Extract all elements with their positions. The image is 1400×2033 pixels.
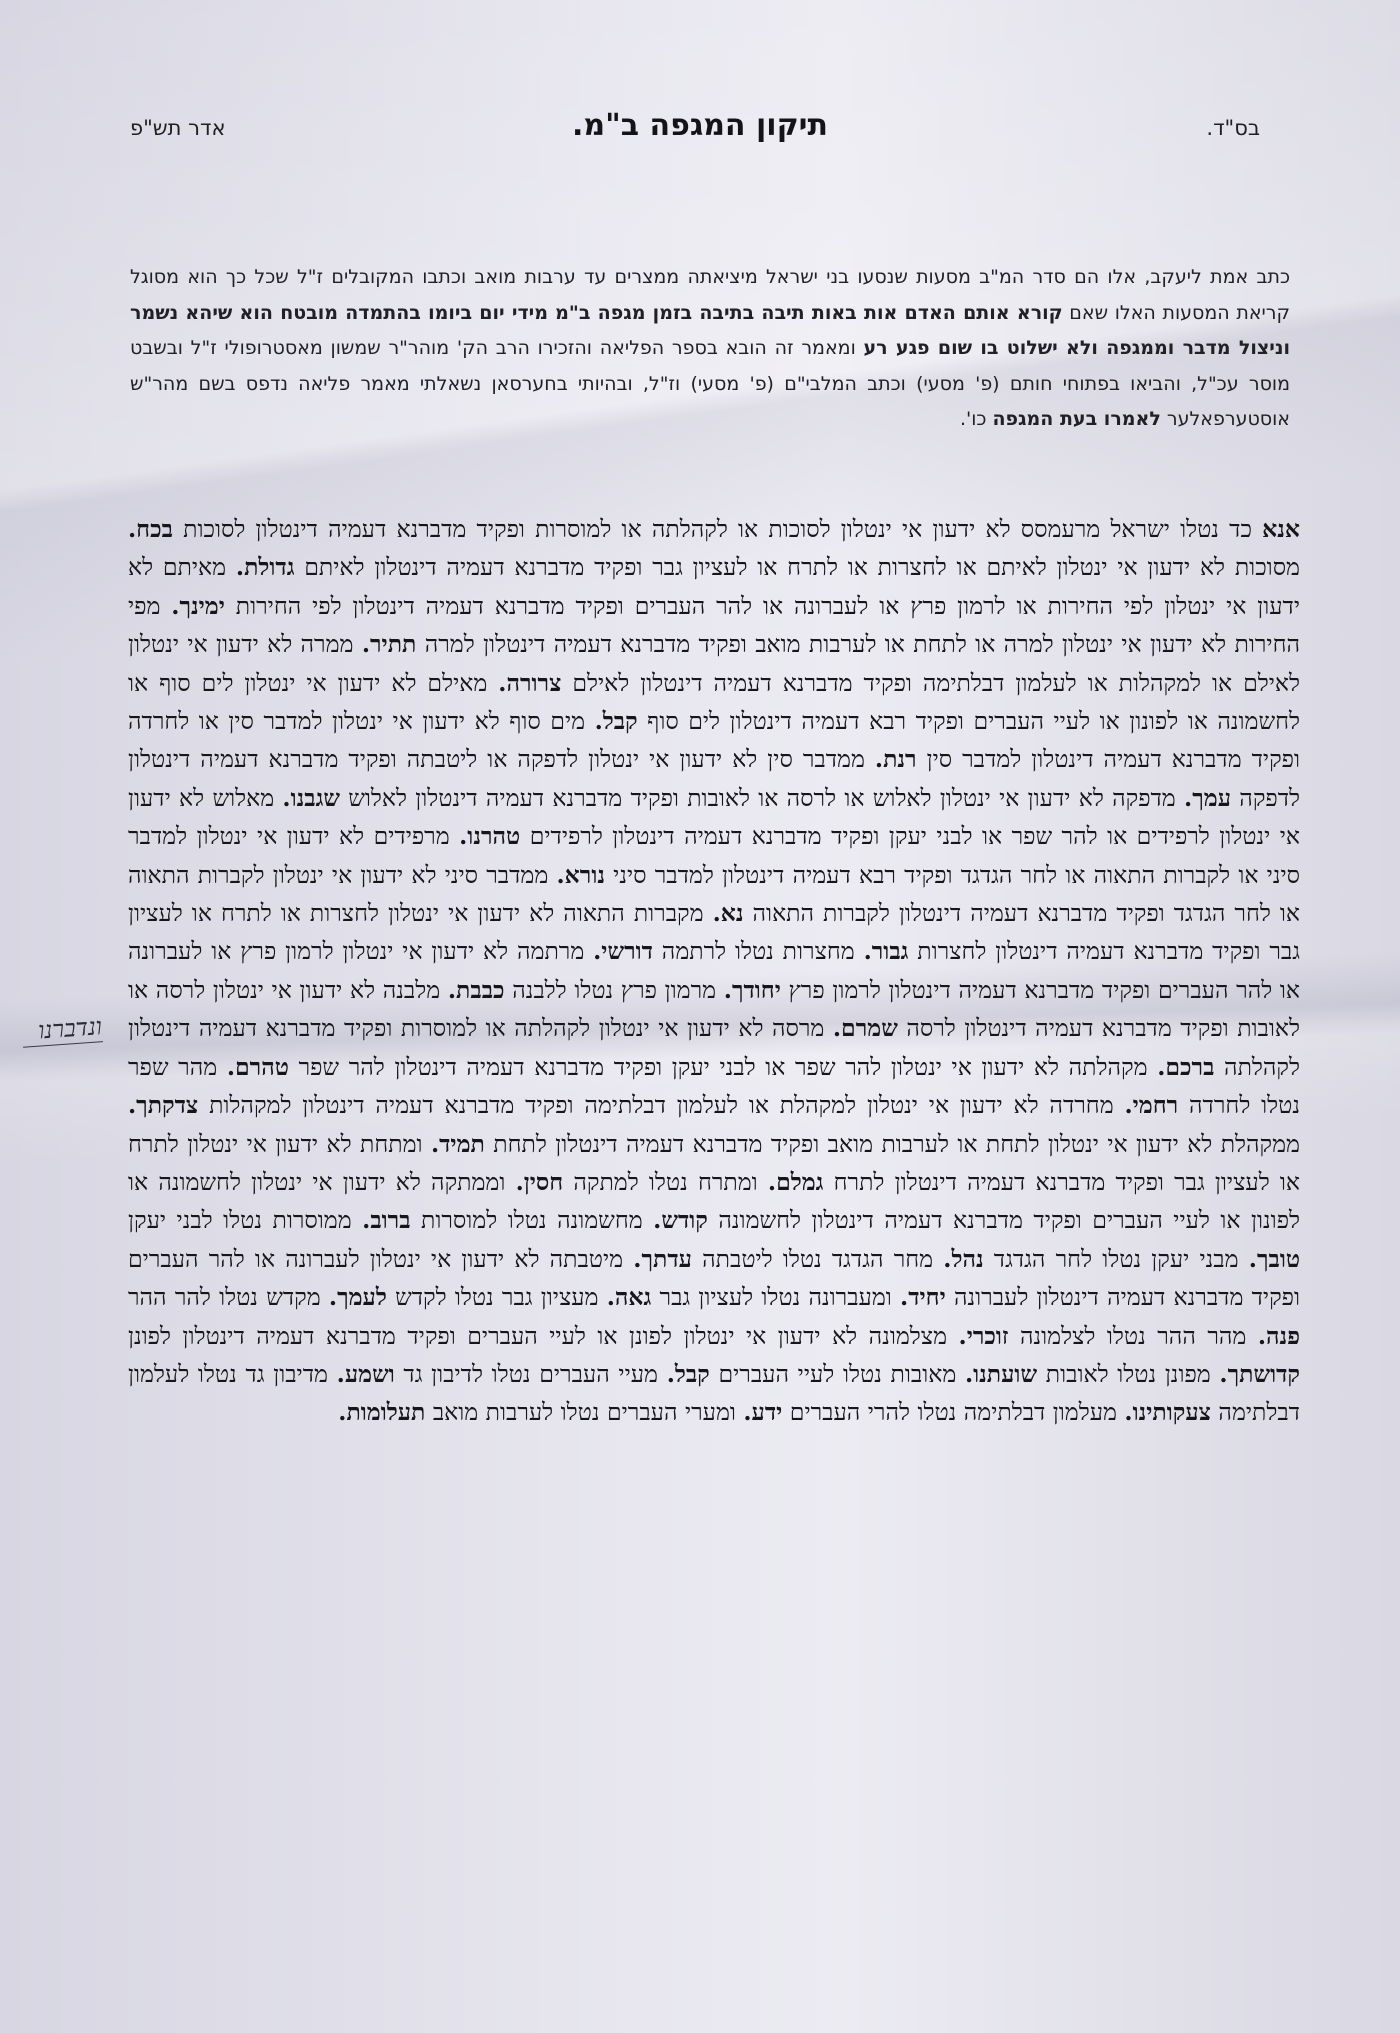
journey-text: מדפקה לא ידעון אי ינטלון לאלוש או לרסה או לאובות ופקיד מדברנא דעמיה דינטלון לאלוש: [339, 783, 1185, 812]
bsd-mark: בס"ד.: [1206, 116, 1260, 140]
journey-text: ממדבר סיני לא ידעון אי ינטלון לקברות התאוה או לחר הגדגד ופקיד מדברנא דעמיה דינטלון לקברות התאוה: [128, 860, 1300, 928]
prayer-word: ידע.: [743, 1398, 783, 1427]
prayer-word: שועתנו.: [964, 1359, 1038, 1388]
prayer-word: טהרנו.: [459, 822, 521, 851]
journey-text: כד נטלו ישראל מרעמסס לא ידעון אי ינטלון לסוכות או לקהלתה או למוסרות ופקיד מדברנא דעמיה דינטלון לסוכות: [172, 515, 1263, 543]
prayer-word: קודש.: [653, 1206, 708, 1235]
journey-text: מעיי העברים נטלו לדיבון גד: [394, 1359, 667, 1388]
journey-text: מחרדה לא ידעון אי ינטלון למקהלת או לעלמון דבלתימה ופקיד מדברנא דעמיה דינטלון למקהלות: [198, 1091, 1125, 1120]
journey-text: מחשמונה נטלו למוסרות: [410, 1206, 654, 1235]
prayer-word: גדולת.: [235, 553, 295, 582]
prayer-word: תתיר.: [361, 630, 417, 659]
journey-text: מהר שפר נטלו לחרדה: [128, 1052, 1300, 1120]
prayer-word: בכח.: [128, 515, 173, 543]
prayer-word: צעקותינו.: [1124, 1398, 1211, 1427]
prayer-word: רחמי.: [1124, 1091, 1179, 1120]
journey-text: וממתקה לא ידעון אי ינטלון לחשמונה או לפונון או לעיי העברים ופקיד מדברנא דעמיה דינטלון לחשמונה: [128, 1167, 1300, 1235]
intro-paragraph: [130, 260, 1290, 438]
prayer-word: זוכרי.: [958, 1321, 1009, 1350]
journey-text: מאלוש לא ידעון אי ינטלון לרפידים או להר שפר או לבני יעקן ופקיד מדברנא דעמיה דינטלון לרפידים: [128, 783, 1300, 851]
journey-text: מסוכות לא ידעון אי ינטלון לאיתם או לחצרות או לתרח או לעציון גבר ופקיד מדברנא דעמיה דינטלון לאיתם: [294, 553, 1300, 582]
journey-text: מאיתם לא ידעון אי ינטלון לפי החירות או לרמון פרץ או לעברונה או להר העברים ופקיד מדברנא דעמיה דינטלון לפי החירות: [128, 553, 1300, 620]
prayer-word: טובך.: [1248, 1244, 1301, 1273]
journey-text: מצלמונה לא ידעון אי ינטלון לפונן או לעיי העברים ופקיד מדברנא דעמיה דינטלון לפונן: [128, 1321, 959, 1350]
prayer-word: גאה.: [606, 1283, 652, 1312]
journey-text: מעלמון דבלתימה נטלו להרי העברים: [782, 1398, 1125, 1427]
prayer-word: שגבנו.: [282, 783, 340, 812]
journey-text: מלבנה לא ידעון אי ינטלון לרסה או לאובות ופקיד מדברנא דעמיה דינטלון לרסה: [128, 975, 1300, 1043]
intro-bold-2: לאמרו בעת המגפה: [992, 408, 1161, 430]
journey-text: מפי החירות לא ידעון אי ינטלון למרה או לתחת או לערבות מואב ופקיד מדברנא דעמיה דינטלון למרה: [128, 591, 1300, 659]
document-title: תיקון המגפה ב"מ.: [572, 108, 828, 143]
prayer-word: נהל.: [943, 1244, 984, 1273]
prayer-word: יחיד.: [900, 1283, 946, 1312]
prayer-word: ברוב.: [362, 1206, 411, 1235]
prayer-word: כבבת.: [447, 975, 505, 1004]
prayer-word: לעמך.: [328, 1283, 387, 1312]
intro-text-3: כו'.: [959, 408, 993, 430]
journey-text: ומתרח נטלו למתקה: [563, 1167, 768, 1196]
journey-text: ומעברונה נטלו לעציון גבר: [651, 1283, 901, 1312]
journey-text: מקהלתה לא ידעון אי ינטלון להר שפר או לבני יעקן ופקיד מדברנא דעמיה דינטלון להר שפר: [288, 1052, 1158, 1081]
journey-text: ממוסרות נטלו לבני יעקן: [128, 1206, 363, 1235]
journey-text: מחצרות נטלו לרתמה: [652, 937, 864, 966]
journey-text: מרפידים לא ידעון אי ינטלון למדבר סיני או לקברות התאוה או לחר הגדגד ופקיד רבא דעמיה דינטלון למדבר סיני: [128, 822, 1300, 889]
journey-text: ממרה לא ידעון אי ינטלון לאילם או למקהלות או לעלמון דבלתימה ופקיד מדברנא דעמיה דינטלון לאילם: [128, 630, 1301, 697]
journey-text: מחר הגדגד נטלו ליטבתה: [691, 1244, 944, 1273]
intro-text-2: ומאמר זה הובא בספר הפליאה והזכירו הרב הק' מוהר"ר שמשון מאסטרופולי ז"ל ובשבט מוסר עכ"ל, והביאו בפתוחי חותם (פ' מסעי) וכתב המלבי"ם (פ' מסעי) וז"ל, ובהיותי בחערסאן נשאלתי מאמר פליאה נדפס בשם מהר"ש אוסטערפאלער: [130, 337, 1290, 430]
prayer-word: נא.: [712, 899, 744, 928]
handwritten-margin-note: ונדברנו: [21, 1012, 103, 1048]
prayer-word: ושמע.: [336, 1359, 395, 1388]
prayer-word: שמרם.: [832, 1014, 898, 1043]
prayer-word: רנת.: [874, 745, 917, 774]
prayer-word: ימינך.: [171, 591, 225, 620]
prayer-word: גמלם.: [767, 1167, 824, 1196]
prayer-word: קדושתך.: [1219, 1359, 1300, 1388]
journey-text: מרסה לא ידעון אי ינטלון לקהלתה או למוסרות ופקיד מדברנא דעמיה דינטלון לקהלתה: [128, 1014, 1300, 1081]
prayer-word: קבל.: [666, 1359, 710, 1388]
document-date: אדר תש"פ: [130, 116, 226, 140]
prayer-word: דורשי.: [593, 937, 653, 966]
journey-text: ממקהלת לא ידעון אי ינטלון לתחת או לערבות מואב ופקיד מדברנא דעמיה דינטלון לתחת: [484, 1129, 1300, 1158]
journey-text: מקדש נטלו להר ההר: [128, 1283, 329, 1312]
main-prayer-text: [128, 510, 1300, 1432]
journey-text: מהר ההר נטלו לצלמונה: [1008, 1321, 1258, 1350]
prayer-word: פנה.: [1257, 1321, 1300, 1350]
prayer-word: חסין.: [515, 1167, 564, 1196]
journey-text: מעציון גבר נטלו לקדש: [386, 1283, 607, 1312]
prayer-word: יחודך.: [723, 975, 781, 1004]
intro-text-1: כתב אמת ליעקב, אלו הם סדר המ"ב מסעות שנסעו בני ישראל מיציאתה ממצרים עד ערבות מואב וכתבו המקובלים ז"ל שכל כך הוא מסוגל קריאת המסעות האלו שאם: [130, 266, 1290, 324]
journey-text: מרמון פרץ נטלו ללבנה: [504, 975, 724, 1004]
journey-text: מבני יעקן נטלו לחר הגדגד: [983, 1244, 1249, 1273]
prayer-word: צדקתך.: [128, 1091, 199, 1120]
prayer-word: עדתך.: [633, 1244, 692, 1273]
prayer-word: נורא.: [556, 860, 605, 889]
document-header: [120, 108, 1280, 158]
prayer-word: ברכם.: [1157, 1052, 1215, 1081]
journey-text: מקברות התאוה לא ידעון אי ינטלון לחצרות או לתרח או לעציון גבר ופקיד מדברנא דעמיה דינטלון לחצרות: [128, 899, 1300, 966]
prayer-word: טהרם.: [226, 1052, 289, 1081]
journey-text: ומתחת לא ידעון אי ינטלון לתרח או לעציון גבר ופקיד מדברנא דעמיה דינטלון לתרח: [128, 1129, 1301, 1196]
journey-text: מים סוף לא ידעון אי ינטלון למדבר סין או לחרדה ופקיד מדברנא דעמיה דינטלון למדבר סין: [128, 707, 1300, 774]
first-word: אנא: [1262, 515, 1300, 543]
prayer-word: תעלומות.: [338, 1398, 426, 1427]
journey-text: מפונן נטלו לאובות: [1037, 1359, 1220, 1388]
journey-text: מיטבתה לא ידעון אי ינטלון לעברונה או להר העברים ופקיד מדברנא דעמיה דינטלון לעברונה: [128, 1244, 1300, 1312]
journey-text: מאובות נטלו לעיי העברים: [709, 1359, 965, 1388]
prayer-word: עמך.: [1184, 783, 1232, 812]
intro-bold-1: קורא אותם האדם אות באות תיבה בתיבה בזמן מגפה ב"מ מידי יום ביומו בהתמדה מובטח הוא שיהא נשמר וניצול מדבר וממגפה ולא ישלוט בו שום פגע רע: [130, 301, 1291, 359]
prayer-word: צרורה.: [498, 668, 562, 697]
prayer-word: תמיד.: [430, 1129, 485, 1158]
journey-text: מרתמה לא ידעון אי ינטלון לרמון פרץ או לעברונה או להר העברים ופקיד מדברנא דעמיה דינטלון לרמון פרץ: [128, 937, 1300, 1004]
journey-text: ממדבר סין לא ידעון אי ינטלון לדפקה או ליטבתה ופקיד מדברנא דעמיה דינטלון לדפקה: [128, 745, 1301, 812]
prayer-word: קבל.: [594, 707, 638, 736]
prayer-word: גבור.: [863, 937, 909, 966]
journey-text: מאילם לא ידעון אי ינטלון לים סוף או לחשמונה או לפונון או לעיי העברים ופקיד רבא דעמיה דינטלון לים סוף: [128, 668, 1300, 736]
journey-text: ומערי העברים נטלו לערבות מואב: [425, 1398, 744, 1427]
journey-text: מדיבון גד נטלו לעלמון דבלתימה: [128, 1359, 1300, 1427]
